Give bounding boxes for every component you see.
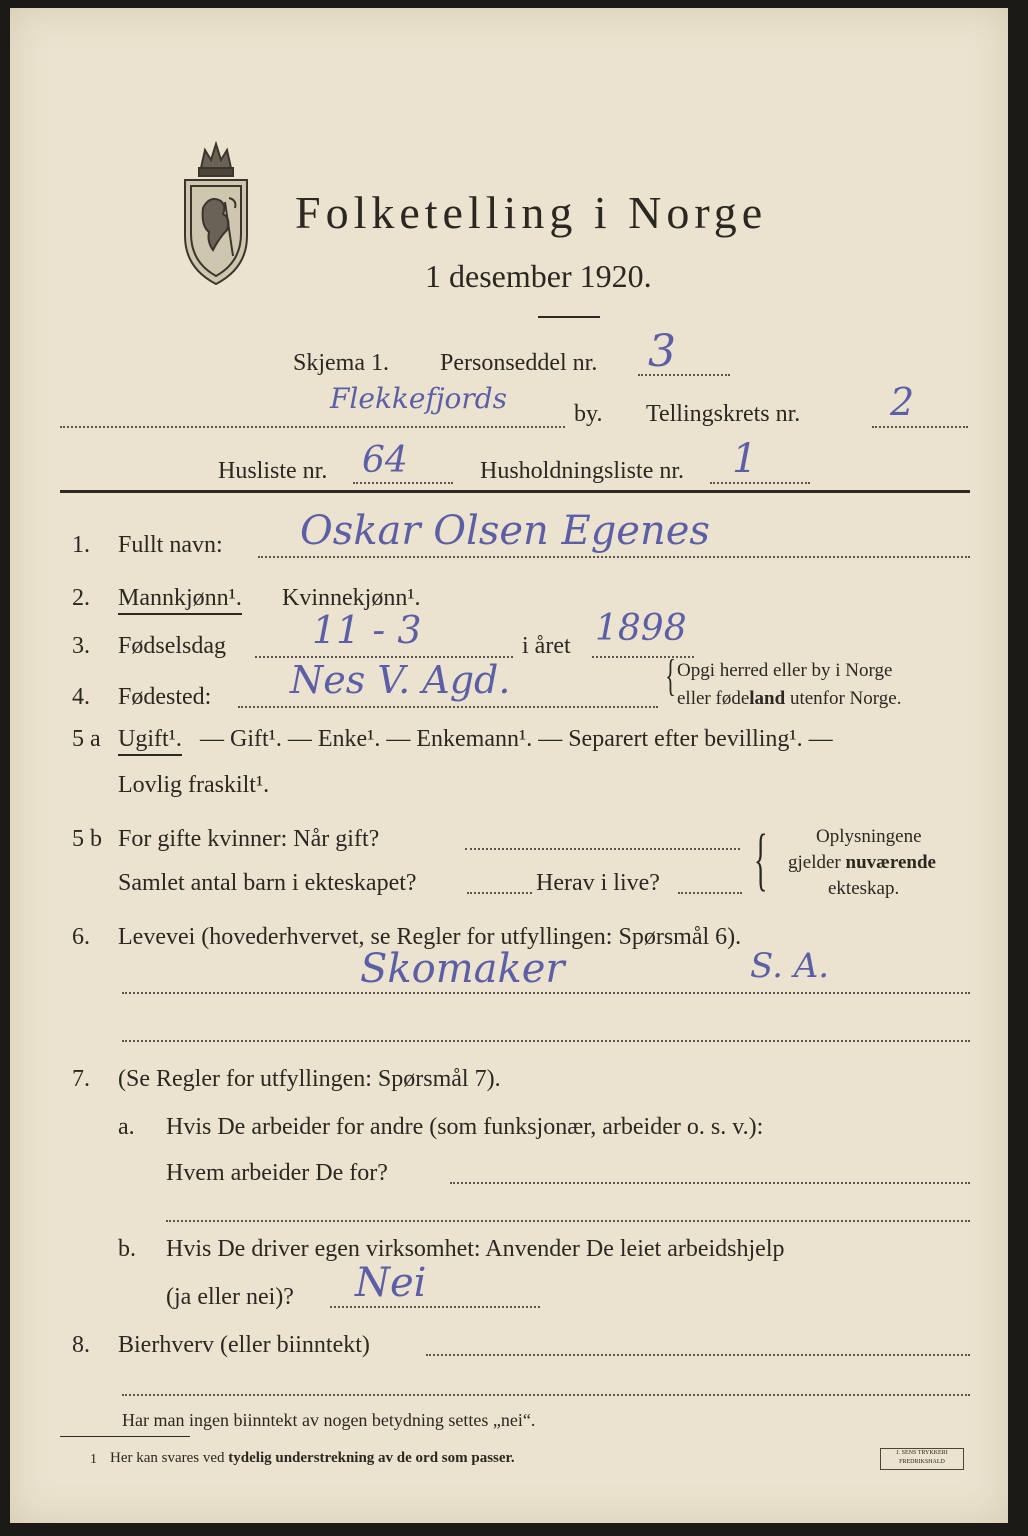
footnote-text <box>110 1450 515 1467</box>
q7-number: 7. <box>72 1066 90 1092</box>
year-field-line <box>592 656 694 658</box>
q5b-note-line3: ekteskap. <box>828 878 900 899</box>
q7a-number: a. <box>118 1114 135 1140</box>
form-title: Folketelling i Norge <box>295 187 768 238</box>
side-income-field-line-2 <box>122 1394 970 1396</box>
q1-field-line <box>258 556 970 558</box>
q5a-number: 5 a <box>72 726 101 752</box>
footnote-text-a: Her kan svares ved <box>110 1450 229 1466</box>
q4-field-line <box>238 706 658 708</box>
q2-number: 2. <box>72 585 90 611</box>
q4-brace: { <box>665 651 676 700</box>
skjema-label: Skjema 1. <box>293 350 389 376</box>
marital-options[interactable]: — Gift¹. — Enke¹. — Enkemann¹. — Separert efter bevilling¹. — <box>200 726 833 752</box>
by-label: by. <box>574 401 603 427</box>
occupation-value-2[interactable]: S. A. <box>750 946 830 986</box>
side-income-field-line <box>426 1354 970 1356</box>
q7b-number: b. <box>118 1236 136 1262</box>
full-name-value[interactable]: Oskar Olsen Egenes <box>300 508 710 554</box>
children-field-line <box>467 892 532 894</box>
footer-note: Har man ingen biinntekt av nogen betydning settes „nei“. <box>122 1410 536 1430</box>
alive-field-line <box>678 892 742 894</box>
q5b-number: 5 b <box>72 826 102 852</box>
husliste-label: Husliste nr. <box>218 458 328 484</box>
census-date: 1 desember 1920. <box>425 258 652 294</box>
birthplace-value[interactable]: Nes V. Agd. <box>290 658 511 702</box>
year-label: i året <box>522 633 571 659</box>
city-field-line <box>60 426 565 428</box>
tellingskrets-field-line <box>872 426 968 428</box>
q8-number: 8. <box>72 1332 90 1358</box>
footnote-text-b: tydelig understrekning av de ord som passer. <box>228 1450 515 1466</box>
q6-number: 6. <box>72 924 90 950</box>
q5b-note-line2 <box>788 852 936 874</box>
q1-label: Fullt navn: <box>118 532 223 558</box>
q3-label: Fødselsdag <box>118 633 226 659</box>
footnote-rule <box>60 1436 190 1437</box>
q1-number: 1. <box>72 532 90 558</box>
employer-field-line <box>450 1182 970 1184</box>
personseddel-value[interactable]: 3 <box>648 326 676 377</box>
norway-coat-of-arms-icon <box>173 138 259 288</box>
hired-help-field-line <box>330 1306 540 1308</box>
q4-note-part-c: utenfor Norge. <box>785 688 902 709</box>
q5b-note-part-b: nuværende <box>845 852 936 873</box>
q4-note-line2 <box>677 688 901 710</box>
q4-number: 4. <box>72 684 90 710</box>
married-when-field-line <box>465 848 740 850</box>
q4-note-part-b: land <box>749 688 786 709</box>
q6-label: Levevei (hovederhvervet, se Regler for utfyllingen: Spørsmål 6). <box>118 924 742 950</box>
q5b-brace: { <box>754 821 768 898</box>
personseddel-label: Personseddel nr. <box>440 350 598 376</box>
city-value[interactable]: Flekkefjords <box>330 382 508 415</box>
tellingskrets-label: Tellingskrets nr. <box>646 401 801 427</box>
printer-stamp: J. SENS TRYKKERI FREDRIKSHALD <box>880 1448 964 1470</box>
q7a-text: Hvis De arbeider for andre (som funksjonær, arbeider o. s. v.): <box>166 1114 764 1140</box>
q6-field-line-1 <box>122 992 970 994</box>
q3-number: 3. <box>72 633 90 659</box>
q8-label: Bierhverv (eller biinntekt) <box>118 1332 370 1358</box>
husholdning-value[interactable]: 1 <box>732 436 758 482</box>
q7b-text: Hvis De driver egen virksomhet: Anvender De leiet arbeidshjelp <box>166 1236 785 1262</box>
marital-ugift-option[interactable]: Ugift¹. <box>118 726 182 756</box>
occupation-value[interactable]: Skomaker <box>360 946 565 992</box>
q5b-line1: For gifte kvinner: Når gift? <box>118 826 380 852</box>
tellingskrets-value[interactable]: 2 <box>890 380 915 424</box>
q7a-question: Hvem arbeider De for? <box>166 1160 388 1186</box>
birth-date-value[interactable]: 11 - 3 <box>312 608 422 652</box>
q4-label: Fødested: <box>118 684 212 710</box>
birth-year-value[interactable]: 1898 <box>595 608 687 649</box>
footnote-number: 1 <box>90 1452 97 1467</box>
q4-note-line1: Opgi herred eller by i Norge <box>677 660 893 681</box>
title-divider <box>538 316 600 318</box>
husholdning-field-line <box>710 482 810 484</box>
q5b-alive-label: Herav i live? <box>536 870 660 896</box>
husliste-field-line <box>353 482 453 484</box>
q5b-children-label: Samlet antal barn i ekteskapet? <box>118 870 417 896</box>
q5b-note-part-a: gjelder <box>788 852 846 873</box>
gender-male-option[interactable]: Mannkjønn¹. <box>118 585 242 615</box>
hired-help-value[interactable]: Nei <box>355 1260 427 1306</box>
q4-note-part-a: eller føde <box>677 688 750 709</box>
q6-field-line-2 <box>122 1040 970 1042</box>
gender-female-option[interactable]: Kvinnekjønn¹. <box>282 585 421 611</box>
q7-label: (Se Regler for utfyllingen: Spørsmål 7). <box>118 1066 501 1092</box>
q7b-question: (ja eller nei)? <box>166 1284 294 1310</box>
header-rule <box>60 490 970 493</box>
husliste-value[interactable]: 64 <box>362 440 408 481</box>
q5b-note-line1: Oplysningene <box>816 826 922 847</box>
marital-fraskilt-option[interactable]: Lovlig fraskilt¹. <box>118 772 270 798</box>
employer-field-line-2 <box>166 1220 970 1222</box>
census-form <box>10 8 1008 1523</box>
husholdning-label: Husholdningsliste nr. <box>480 458 685 484</box>
